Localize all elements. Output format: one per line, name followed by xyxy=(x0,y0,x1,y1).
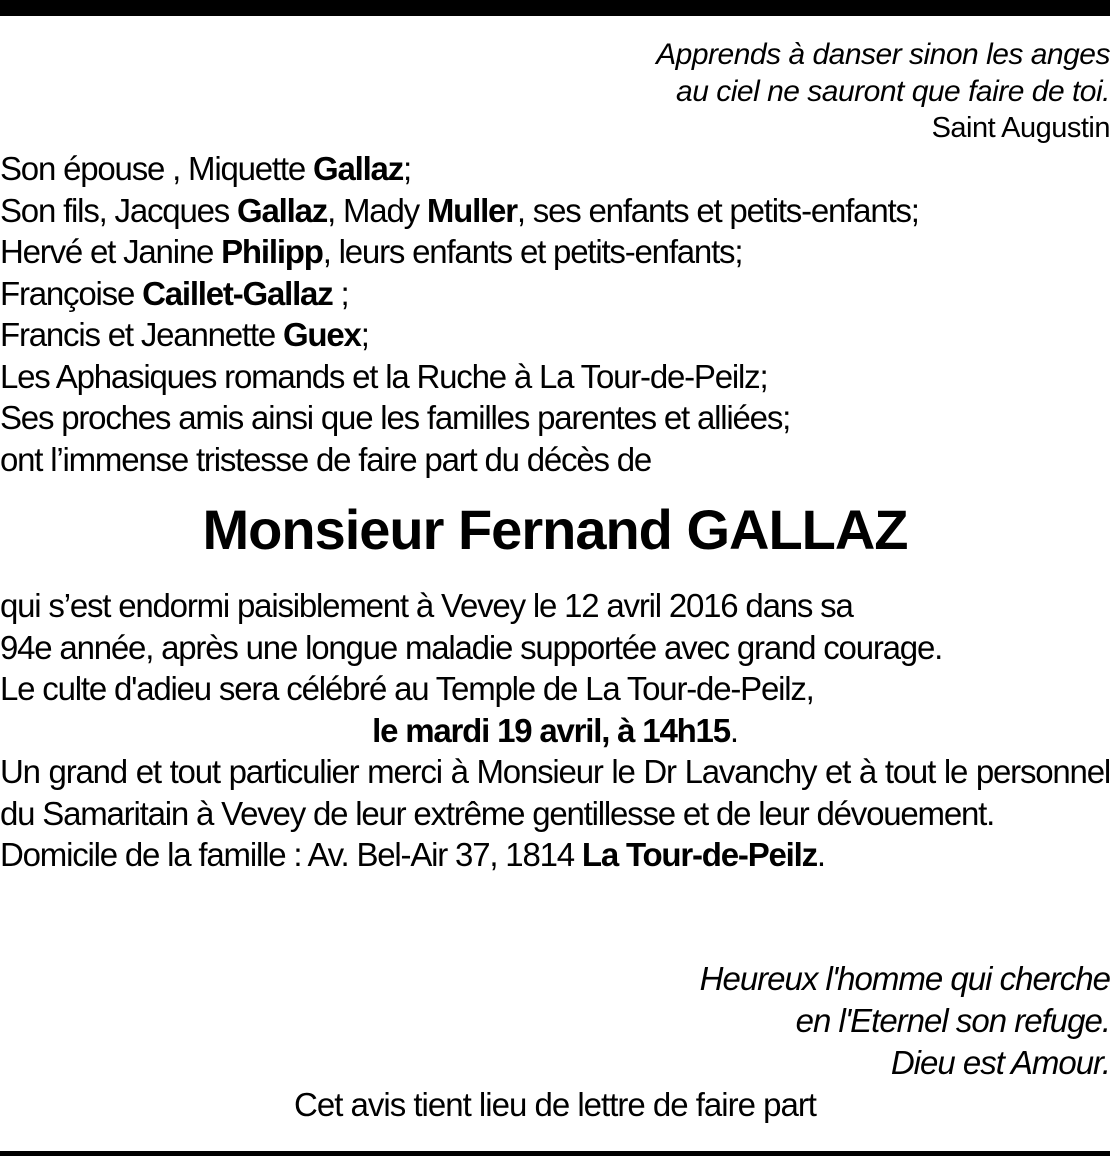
body-line-3: Le culte d'adieu sera célébré au Temple de La Tour-de-Peilz, xyxy=(0,670,814,707)
deceased-name: Monsieur Fernand GALLAZ xyxy=(202,498,908,561)
epigraph-line-2: au ciel ne sauront que faire de toi. xyxy=(676,75,1110,108)
service-date: le mardi 19 avril, à 14h15. xyxy=(372,711,738,749)
family-line: Les Aphasiques romands et la Ruche à La Tour-de-Peilz; xyxy=(0,357,768,395)
epigraph-quote xyxy=(410,36,1110,147)
notice-text: Cet avis tient lieu de lettre de faire part xyxy=(294,1086,816,1123)
family-line: Françoise Caillet-Gallaz ; xyxy=(0,274,349,312)
body-line-1: qui s’est endormi paisiblement à Vevey le 12 avril 2016 dans sa xyxy=(0,587,853,624)
closing-line-3: Dieu est Amour. xyxy=(890,1044,1110,1081)
family-list xyxy=(0,148,1110,480)
closing-line-1: Heureux l'homme qui cherche xyxy=(699,960,1110,997)
thanks-paragraph: Un grand et tout particulier merci à Monsieur le Dr Lavanchy et à tout le personnel du Samaritain à Vevey de leur extrême gentillesse et de leur dévouement. xyxy=(0,753,1110,832)
epigraph-author: Saint Augustin xyxy=(931,112,1110,144)
top-rule xyxy=(0,0,1110,16)
announcement-line: ont l’immense tristesse de faire part du décès de xyxy=(0,440,652,478)
family-domicile: Domicile de la famille : Av. Bel-Air 37, 1814 La Tour-de-Peilz. xyxy=(0,836,825,873)
notice-footer xyxy=(0,1084,1110,1126)
family-line: Francis et Jeannette Guex; xyxy=(0,316,369,353)
family-line: Son épouse , Miquette Gallaz; xyxy=(0,150,411,187)
epigraph-line-1: Apprends à danser sinon les anges xyxy=(656,38,1110,71)
closing-verse xyxy=(410,958,1110,1084)
family-line: Hervé et Janine Philipp, leurs enfants et petits-enfants; xyxy=(0,233,743,270)
family-line: Ses proches amis ainsi que les familles parentes et alliées; xyxy=(0,399,791,436)
closing-line-2: en l'Eternel son refuge. xyxy=(795,1002,1110,1039)
bottom-rule xyxy=(0,1151,1110,1156)
body-line-2: 94e année, après une longue maladie supportée avec grand courage. xyxy=(0,628,943,666)
family-line: Son fils, Jacques Gallaz, Mady Muller, ses enfants et petits-enfants; xyxy=(0,191,919,229)
notice-body xyxy=(0,585,1110,876)
